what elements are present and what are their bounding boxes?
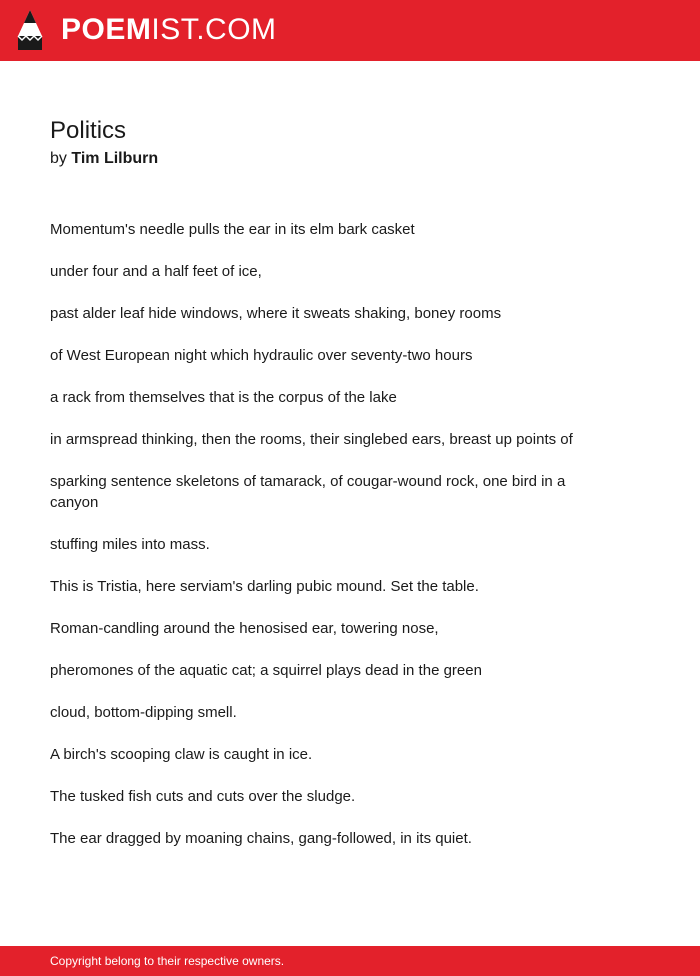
header-bar [0, 0, 700, 61]
poem-line: in armspread thinking, then the rooms, their singlebed ears, breast up points of [50, 431, 573, 448]
poem-line: under four and a half feet of ice, [50, 263, 262, 280]
pencil-tip-icon [16, 9, 44, 51]
poem-line: a rack from themselves that is the corpus of the lake [50, 389, 397, 406]
byline [50, 148, 158, 170]
poem-body [50, 219, 580, 870]
poem-line: of West European night which hydraulic over seventy-two hours [50, 347, 473, 364]
logo-bold-text: POEM [61, 13, 152, 46]
copyright-notice: Copyright belong to their respective owners. [50, 954, 285, 968]
poem-line: stuffing miles into mass. [50, 536, 210, 553]
poem-line: pheromones of the aquatic cat; a squirrel plays dead in the green [50, 662, 482, 679]
poem-line: Momentum's needle pulls the ear in its elm bark casket [50, 221, 415, 238]
logo-wordmark [61, 9, 277, 51]
poem-title: Politics [50, 117, 127, 144]
poem-line: sparking sentence skeletons of tamarack, of cougar-wound rock, one bird in a canyon [50, 473, 566, 511]
poem-line: The tusked fish cuts and cuts over the sludge. [50, 788, 356, 805]
footer-bar [0, 946, 700, 976]
poem-line: The ear dragged by moaning chains, gang-followed, in its quiet. [50, 830, 472, 847]
poem-line: cloud, bottom-dipping smell. [50, 704, 237, 721]
poem-line: A birch's scooping claw is caught in ice. [50, 746, 313, 763]
author-name[interactable]: Tim Lilburn [71, 150, 159, 167]
logo-light-text: IST.COM [151, 13, 277, 46]
poem-line: Roman-candling around the henosised ear, towering nose, [50, 620, 439, 637]
by-label: by [50, 150, 67, 167]
poem-line: past alder leaf hide windows, where it sweats shaking, boney rooms [50, 305, 502, 322]
poem-line: This is Tristia, here serviam's darling pubic mound. Set the table. [50, 578, 479, 595]
site-logo[interactable] [16, 9, 277, 51]
